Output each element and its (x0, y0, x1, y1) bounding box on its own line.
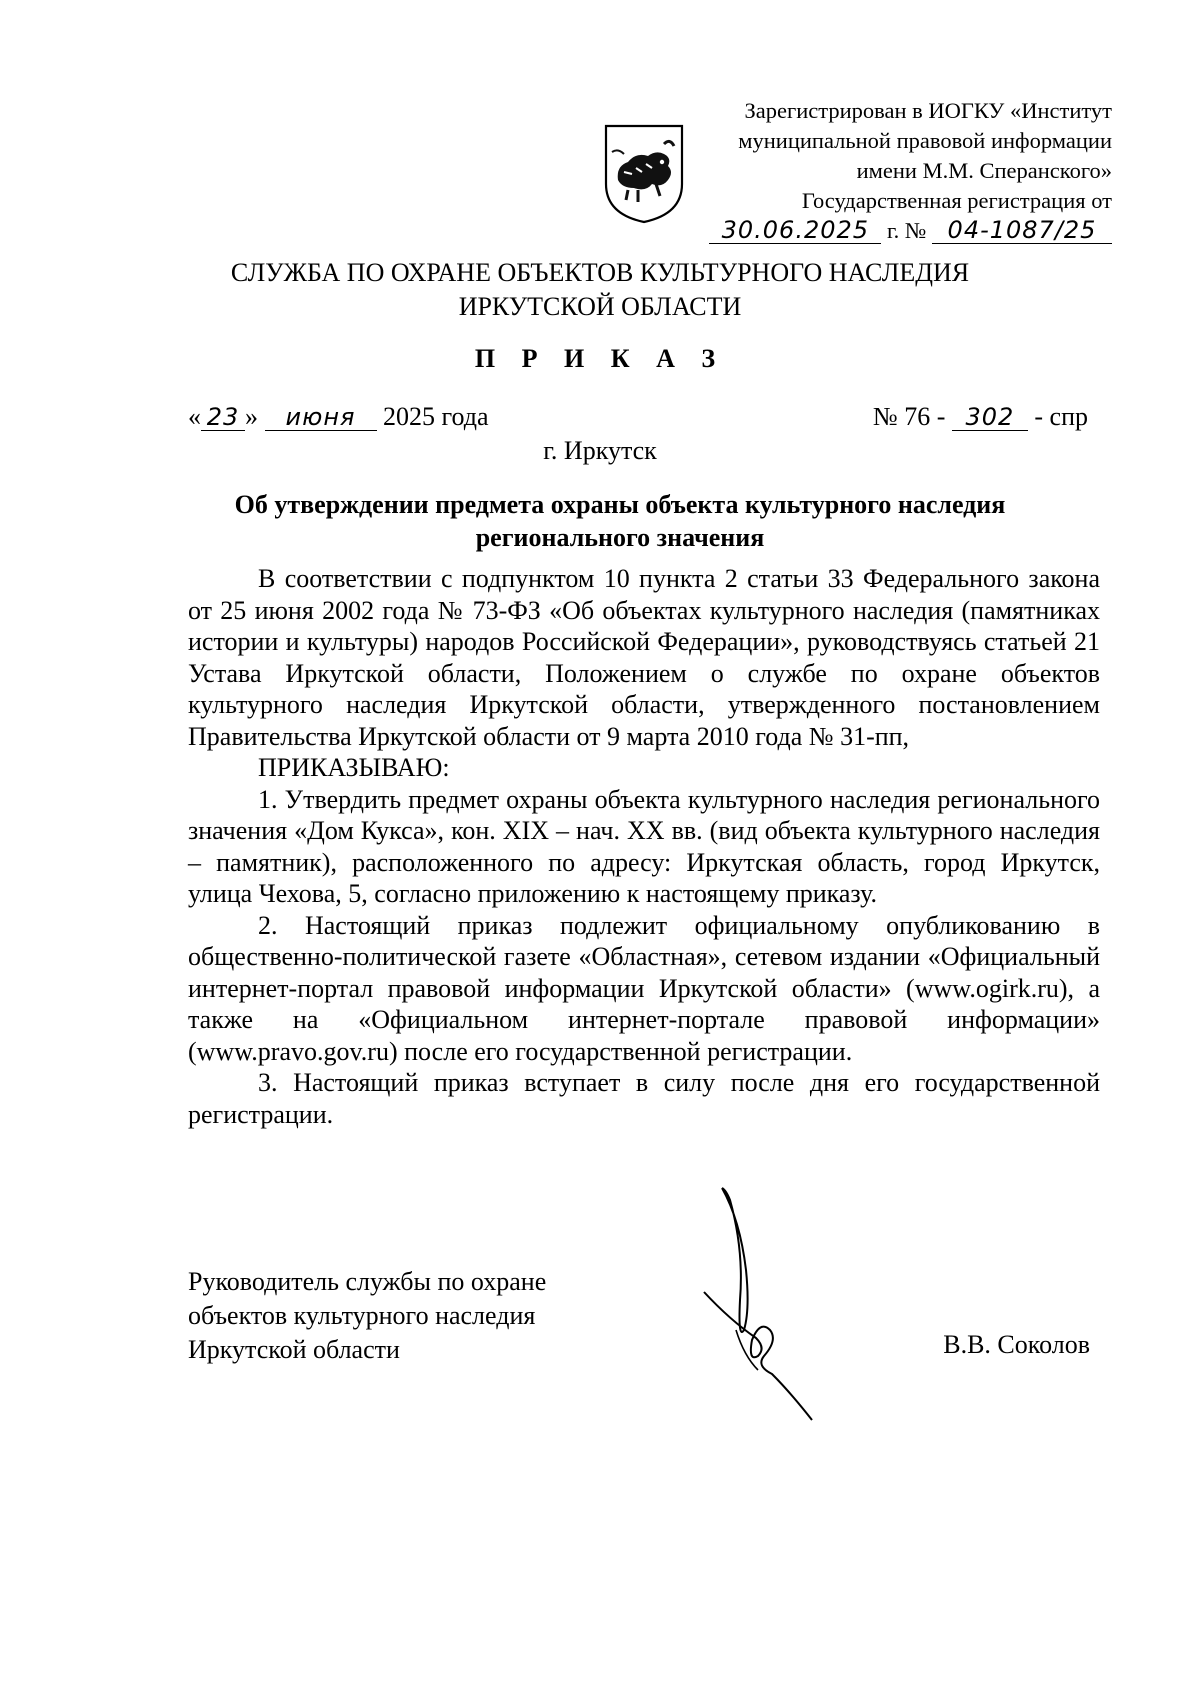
signatory-name: В.В. Соколов (943, 1330, 1090, 1359)
date-day: 23 (201, 404, 245, 431)
preamble-paragraph: В соответствии с подпунктом 10 пункта 2 статьи 33 Федерального закона от 25 июня 2002 года № 73-ФЗ «Об объектах культурного наследия (памятниках истории и культуры) народов Российской Федерации», руководствуясь статьей 21 Устава Иркутской области, Положением о службе по охране объектов культурного наследия Иркутской области, утвержденного постановлением Правительства Иркутской области от 9 марта 2010 года № 31-пп, (188, 564, 1100, 751)
item-3-paragraph: 3. Настоящий приказ вступает в силу после дня его государственной регистрации. (188, 1068, 1100, 1129)
item-2-paragraph: 2. Настоящий приказ подлежит официальному опубликованию в общественно-политической газете «Областная», сетевом издании «Официальный интернет-портал правовой информации Иркутской области» (www.ogirk.ru), а также на «Официальном интернет-портале правовой информации» (www.pravo.gov.ru) после его государственной регистрации. (188, 910, 1100, 1066)
handwritten-signature-icon (700, 1180, 840, 1430)
date-open-quote: « (188, 402, 201, 431)
date-year: 2025 года (383, 402, 489, 431)
city: г. Иркутск (543, 436, 657, 465)
registration-date: 30.06.2025 (709, 217, 881, 244)
order-date (188, 402, 489, 432)
document-type: П Р И К А З (474, 344, 726, 373)
signatory-position (188, 1265, 546, 1367)
title-line-1: Об утверждении предмета охраны объекта культурного наследия (234, 490, 1006, 519)
registration-line-4: Государственная регистрация от (801, 188, 1112, 213)
registration-line-2: муниципальной правовой информации (738, 128, 1112, 153)
registration-line-1: Зарегистрирован в ИОГКУ «Институт (744, 98, 1112, 123)
date-close-quote: » (245, 402, 258, 431)
organization-line-1: СЛУЖБА ПО ОХРАНЕ ОБЪЕКТОВ КУЛЬТУРНОГО НАСЛЕДИЯ (230, 258, 970, 287)
organization-name (0, 256, 1200, 324)
signatory-position-line-2: объектов культурного наследия (188, 1301, 536, 1330)
registration-stamp (692, 96, 1112, 246)
document-body (188, 563, 1100, 1130)
irkutsk-coat-of-arms-icon (602, 122, 686, 226)
order-number-prefix: № 76 - (872, 402, 946, 431)
order-number-suffix: - спр (1034, 402, 1088, 431)
order-number (873, 402, 1088, 432)
item-1-paragraph: 1. Утвердить предмет охраны объекта культурного наследия регионального значения «Дом Кукса», кон. XIX – нач. XX вв. (вид объекта культурного наследия – памятник), расположенного по адресу: Иркутская область, город Иркутск, улица Чехова, 5, согласно приложению к настоящему приказу. (188, 784, 1100, 908)
signatory-position-line-1: Руководитель службы по охране (188, 1267, 547, 1296)
registration-line-3: имени М.М. Сперанского» (856, 158, 1112, 183)
order-number-value: 302 (952, 404, 1028, 431)
document-title (180, 488, 1060, 554)
registration-number-label: г. № (886, 218, 927, 243)
date-month: июня (265, 404, 377, 431)
signatory-position-line-3: Иркутской области (188, 1335, 400, 1364)
title-line-2: регионального значения (475, 523, 765, 552)
registration-number: 04-1087/25 (932, 217, 1112, 244)
organization-line-2: ИРКУТСКОЙ ОБЛАСТИ (458, 292, 742, 321)
registration-line-5 (709, 216, 1112, 246)
command-word: ПРИКАЗЫВАЮ: (258, 753, 450, 782)
